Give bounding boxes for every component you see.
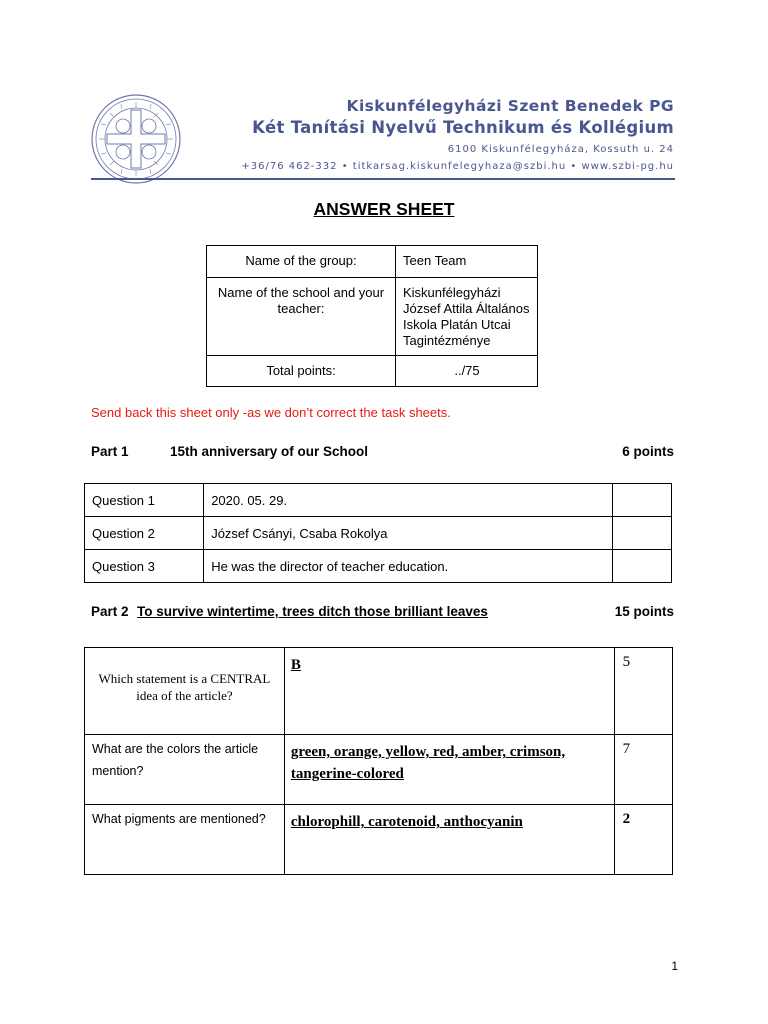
school-address-block (241, 141, 674, 175)
table-row (85, 648, 673, 735)
part2-table (84, 647, 673, 875)
info-row-school (207, 278, 538, 356)
school-name-line1: Kiskunfélegyházi Szent Benedek PG (346, 97, 674, 115)
info-row-points (207, 356, 538, 387)
table-row (85, 517, 672, 550)
school-label: Name of the school and your teacher: (207, 278, 396, 356)
answer-cell: József Csányi, Csaba Rokolya (204, 517, 613, 550)
school-seal-logo (91, 94, 181, 184)
part2-title: To survive wintertime, trees ditch those brilliant leaves (137, 604, 488, 619)
school-value: Kiskunfélegyházi József Attila Általános Iskola Platán Utcai Tagintézménye (396, 278, 538, 356)
school-name-line2: Két Tanítási Nyelvű Technikum és Kollégium (252, 118, 674, 137)
group-label: Name of the group: (207, 246, 396, 278)
info-table (206, 245, 538, 387)
part2-points: 15 points (614, 604, 674, 619)
part1-label: Part 1 (91, 444, 129, 459)
part2-label: Part 2 (91, 604, 129, 619)
score-cell: 2 (614, 805, 672, 875)
part1-table (84, 483, 672, 583)
school-contact: +36/76 462-332 • titkarsag.kiskunfelegyhaza@szbi.hu • www.szbi-pg.hu (241, 161, 674, 172)
table-row (85, 735, 673, 805)
part1-points: 6 points (622, 444, 674, 459)
answer-cell: B (284, 648, 614, 735)
info-row-group (207, 246, 538, 278)
table-row (85, 550, 672, 583)
score-cell: 7 (614, 735, 672, 805)
score-cell (612, 517, 671, 550)
table-row (85, 484, 672, 517)
score-cell (612, 550, 671, 583)
question-label: Question 3 (85, 550, 204, 583)
page-title: ANSWER SHEET (313, 199, 455, 219)
school-address: 6100 Kiskunfélegyháza, Kossuth u. 24 (447, 144, 674, 155)
table-row (85, 805, 673, 875)
question-label: Question 1 (85, 484, 204, 517)
instruction-note: Send back this sheet only -as we don’t correct the task sheets. (91, 405, 451, 420)
answer-cell: chlorophill, carotenoid, anthocyanin (284, 805, 614, 875)
answer-cell: He was the director of teacher education. (204, 550, 613, 583)
question-cell: Which statement is a CENTRAL idea of the article? (85, 648, 285, 735)
header-divider (91, 178, 675, 180)
group-value: Teen Team (396, 246, 538, 278)
question-cell: What are the colors the article mention? (85, 735, 285, 805)
score-cell (612, 484, 671, 517)
points-label: Total points: (207, 356, 396, 387)
page-number: 1 (671, 959, 678, 973)
question-label: Question 2 (85, 517, 204, 550)
score-cell: 5 (614, 648, 672, 735)
question-cell: What pigments are mentioned? (85, 805, 285, 875)
answer-cell: 2020. 05. 29. (204, 484, 613, 517)
answer-cell: green, orange, yellow, red, amber, crimson, tangerine-colored (284, 735, 614, 805)
part1-title: 15th anniversary of our School (170, 444, 369, 459)
school-name (252, 96, 674, 138)
points-value: ../75 (396, 356, 538, 387)
